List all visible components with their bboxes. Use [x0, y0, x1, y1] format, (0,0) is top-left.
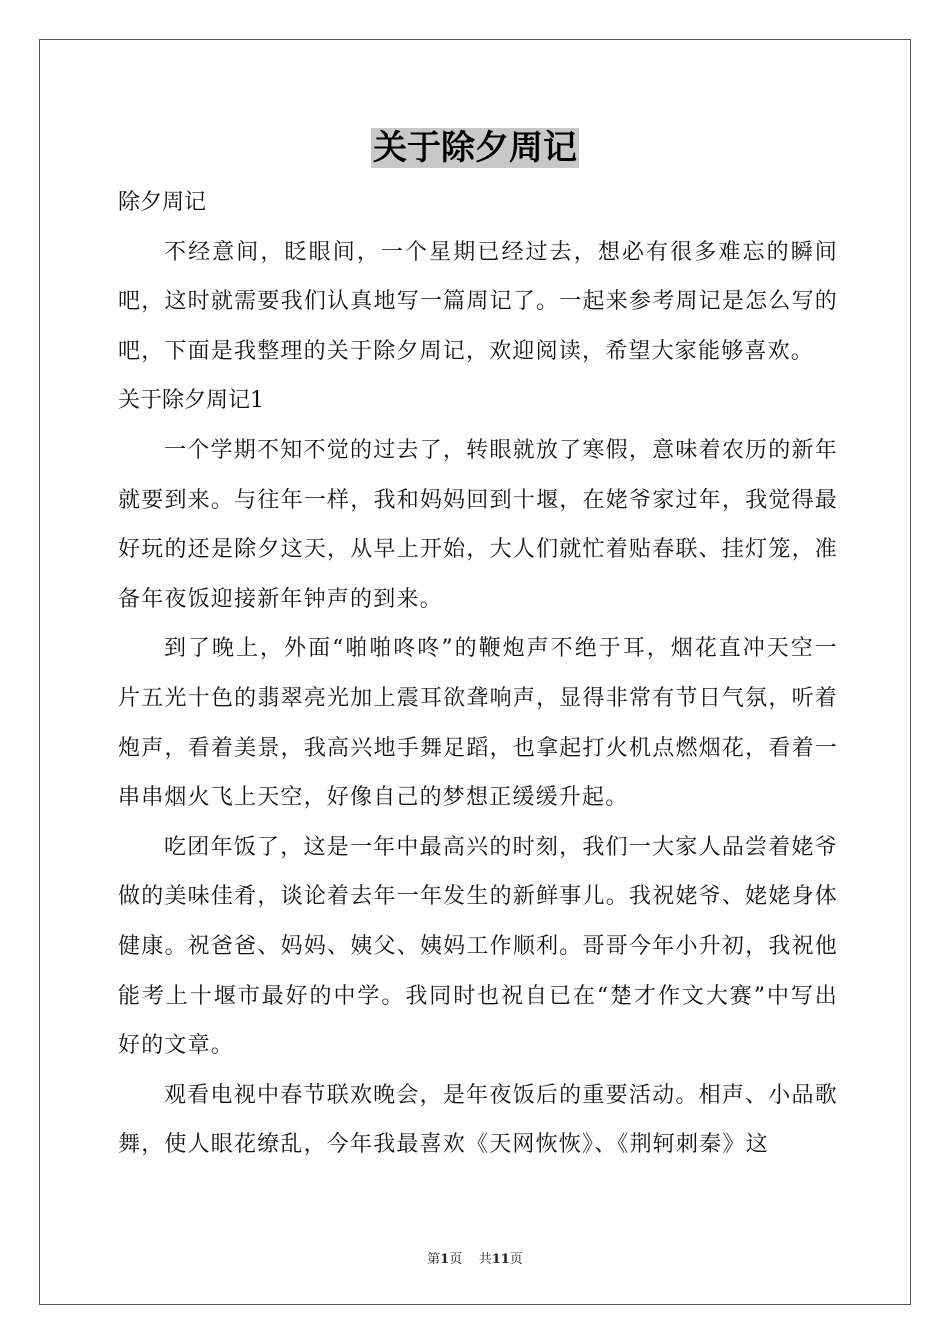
section-heading: 关于除夕周记1 [118, 388, 264, 414]
body-paragraph: 观看电视中春节联欢晚会，是年夜饭后的重要活动。相声、小品歌舞，使人眼花缭乱，今年我最喜欢《天网恢恢》、《荆轲刺秦》这 [118, 1082, 838, 1158]
subtitle: 除夕周记 [118, 190, 207, 215]
page-number: 1 [440, 1252, 450, 1267]
page-prefix: 第 [427, 1252, 441, 1267]
page-suffix: 页 [449, 1252, 463, 1267]
total-pages: 11 [491, 1252, 510, 1267]
body-paragraph: 到了晚上，外面“啪啪咚咚”的鞭炮声不绝于耳，烟花直冲天空一片五光十色的翡翠亮光加上震耳欲聋响声，显得非常有节日气氛，听着炮声，看着美景，我高兴地手舞足蹈，也拿起打火机点燃烟花，看着一串串烟火飞上天空，好像自己的梦想正缓缓升起。 [118, 636, 838, 811]
body-paragraph: 一个学期不知不觉的过去了，转眼就放了寒假，意味着农历的新年就要到来。与往年一样，我和妈妈回到十堰，在姥爷家过年，我觉得最好玩的还是除夕这天，从早上开始，大人们就忙着贴春联、挂灯笼，准备年夜饭迎接新年钟声的到来。 [118, 437, 838, 612]
intro-paragraph: 不经意间，眨眼间，一个星期已经过去，想必有很多难忘的瞬间吧，这时就需要我们认真地写一篇周记了。一起来参考周记是怎么写的吧，下面是我整理的关于除夕周记，欢迎阅读，希望大家能够喜欢。 [118, 239, 838, 364]
title-container [0, 128, 950, 168]
document-body [118, 178, 838, 1170]
total-prefix: 共 [478, 1252, 492, 1267]
page-footer [0, 1248, 950, 1267]
total-suffix: 页 [509, 1252, 523, 1267]
body-paragraph: 吃团年饭了，这是一年中最高兴的时刻，我们一大家人品尝着姥爷做的美味佳肴，谈论着去年一年发生的新鲜事儿。我祝姥爷、姥姥身体健康。祝爸爸、妈妈、姨父、姨妈工作顺利。哥哥今年小升初，我祝他能考上十堰市最好的中学。我同时也祝自已在“楚才作文大赛”中写出好的文章。 [118, 834, 838, 1059]
document-title: 关于除夕周记 [373, 128, 577, 168]
